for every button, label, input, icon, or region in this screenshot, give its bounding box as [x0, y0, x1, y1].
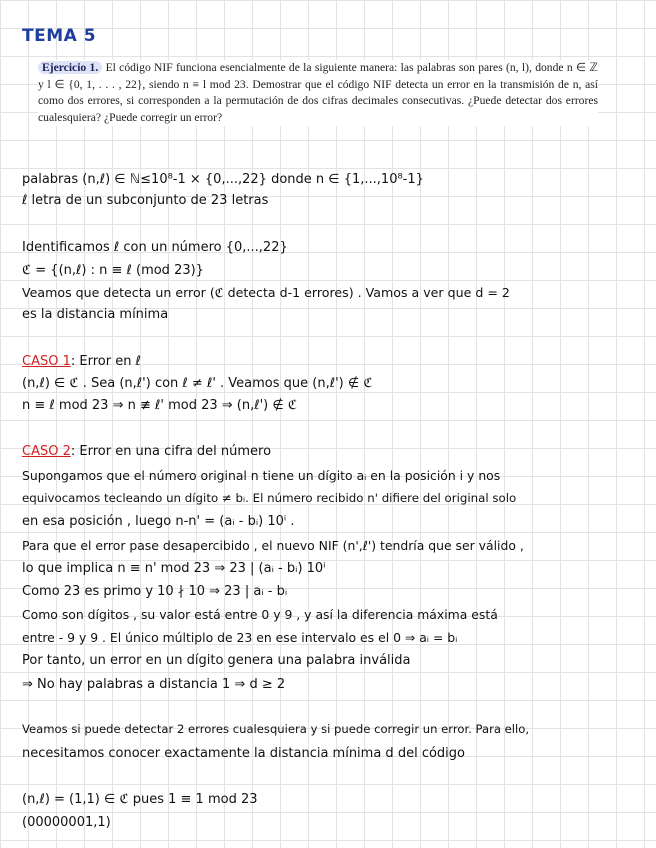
note-line: ⇒ No hay palabras a distancia 1 ⇒ d ≥ 2 — [22, 677, 286, 692]
note-line: Por tanto, un error en un dígito genera una palabra inválida — [22, 653, 411, 668]
exercise-statement — [38, 60, 598, 126]
caso-2-label: CASO 2 — [22, 444, 71, 459]
page-title: TEMA 5 — [22, 26, 97, 46]
caso-1-heading — [22, 354, 141, 369]
note-line: Supongamos que el número original n tiene un dígito aᵢ en la posición i y nos — [22, 468, 501, 483]
note-line: ℭ = {(n,ℓ) : n ≡ ℓ (mod 23)} — [22, 263, 204, 278]
note-line: palabras (n,ℓ) ∈ ℕ≤10⁸-1 × {0,...,22} donde n ∈ {1,...,10⁸-1} — [22, 172, 424, 187]
caso-2-heading — [22, 444, 271, 459]
note-line: Para que el error pase desapercibido , el nuevo NIF (n',ℓ') tendría que ser válido , — [22, 538, 524, 553]
exercise-label: Ejercicio 1. — [38, 61, 102, 74]
note-line: Como son dígitos , su valor está entre 0 y 9 , y así la diferencia máxima está — [22, 607, 498, 622]
note-line: Veamos que detecta un error (ℭ detecta d-1 errores) . Vamos a ver que d = 2 — [22, 285, 510, 300]
note-line: (n,ℓ) = (1,1) ∈ ℭ pues 1 ≡ 1 mod 23 — [22, 792, 258, 807]
caso-1-label: CASO 1 — [22, 354, 71, 369]
exercise-text: El código NIF funciona esencialmente de la siguiente manera: las palabras son pares (n, l), donde n ∈ ℤ y l ∈ {0, 1, . . . , 22}, siendo n ≡ l mod 23. Demostrar que el código NIF detecta un error en la transmisión de n, así como dos errores, si corresponden a la permutación de dos cifras decimales consecutivas. ¿Puede detectar dos errores cualesquiera? ¿Puede corregir un error? — [38, 61, 599, 124]
note-line: lo que implica n ≡ n' mod 23 ⇒ 23 | (aᵢ - bᵢ) 10ⁱ — [22, 561, 326, 576]
caso-1-title: : Error en ℓ — [70, 354, 141, 369]
note-line: ℓ letra de un subconjunto de 23 letras — [22, 193, 269, 208]
note-line: (00000001,1) — [22, 815, 111, 830]
caso-2-title: : Error en una cifra del número — [70, 444, 272, 459]
note-line: entre - 9 y 9 . El único múltiplo de 23 en ese intervalo es el 0 ⇒ aᵢ = bᵢ — [22, 630, 458, 645]
note-line: (n,ℓ) ∈ ℭ . Sea (n,ℓ') con ℓ ≠ ℓ' . Veamos que (n,ℓ') ∉ ℭ — [22, 376, 373, 391]
note-line: es la distancia mínima — [22, 307, 169, 322]
note-line: Como 23 es primo y 10 ∤ 10 ⇒ 23 | aᵢ - bᵢ — [22, 584, 288, 599]
note-line: necesitamos conocer exactamente la distancia mínima d del código — [22, 746, 465, 761]
note-line: Veamos si puede detectar 2 errores cualesquiera y si puede corregir un error. Para ello, — [22, 722, 530, 736]
note-line: Identificamos ℓ con un número {0,...,22} — [22, 240, 288, 255]
note-line: n ≡ ℓ mod 23 ⇒ n ≢ ℓ' mod 23 ⇒ (n,ℓ') ∉ ℭ — [22, 398, 297, 413]
note-line: en esa posición , luego n-n' = (aᵢ - bᵢ) 10ⁱ . — [22, 514, 295, 529]
note-line: equivocamos tecleando un dígito ≠ bᵢ. El número recibido n' difiere del original solo — [22, 491, 517, 505]
